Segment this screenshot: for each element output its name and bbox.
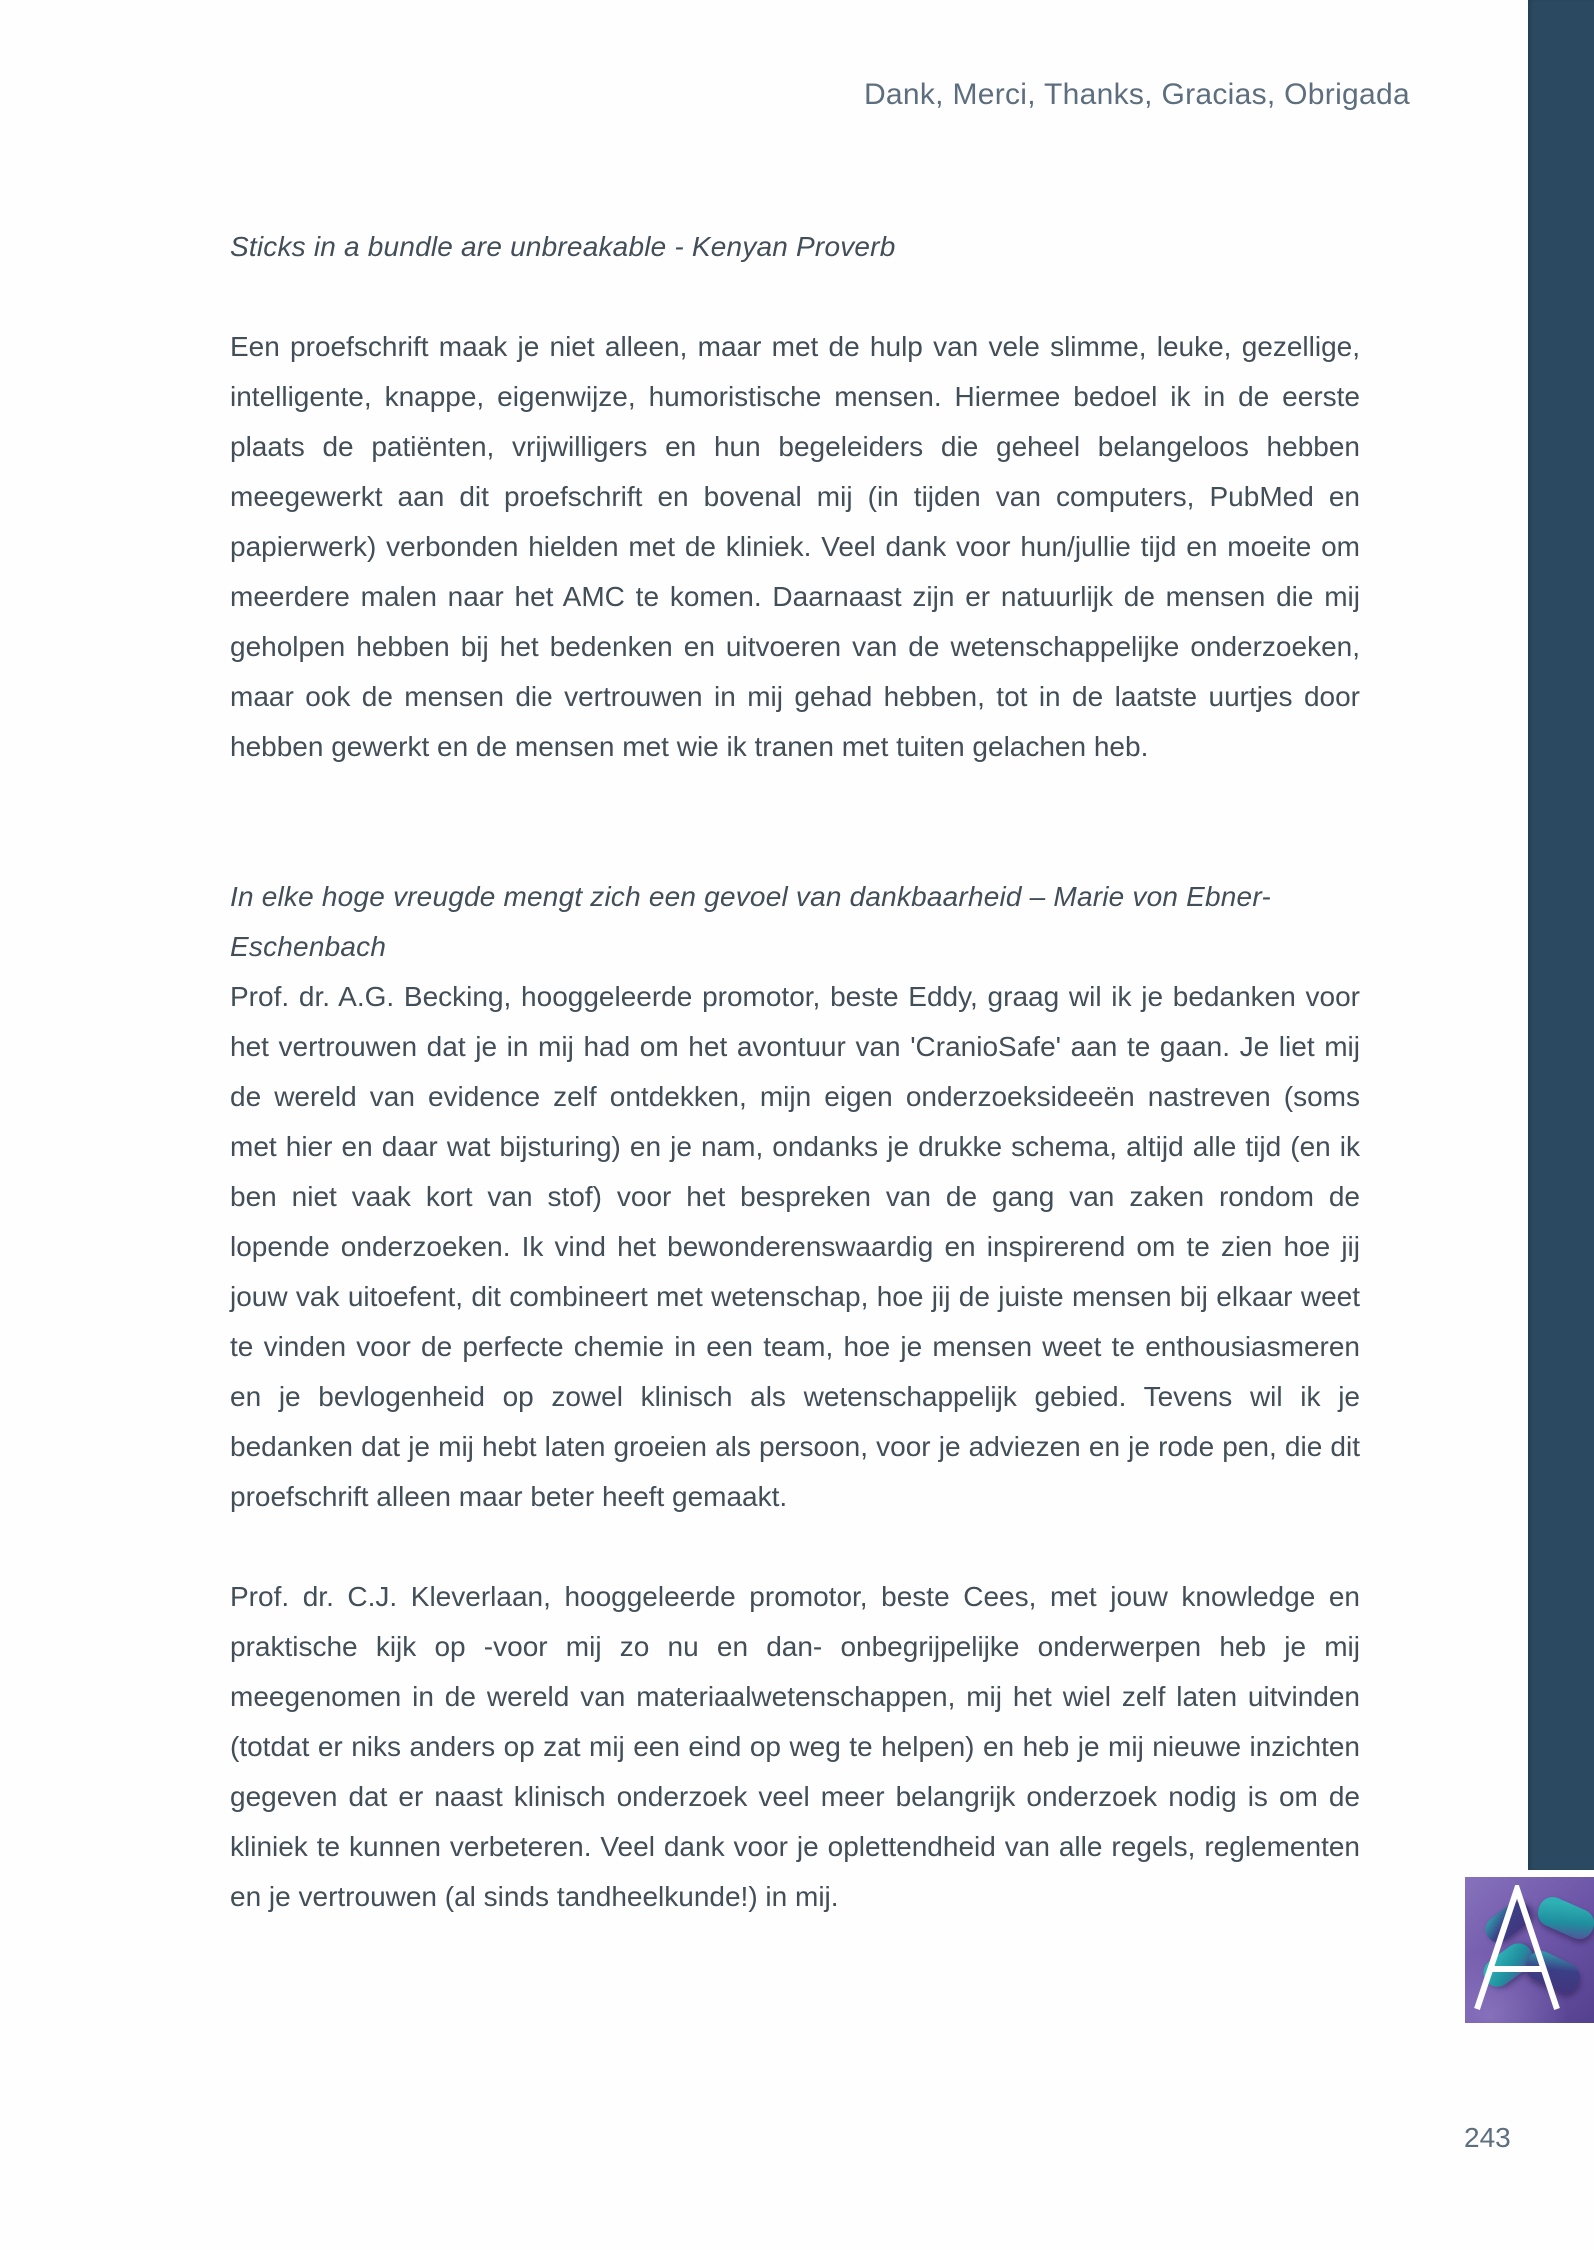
paragraph-promotor-becking: Prof. dr. A.G. Becking, hooggeleerde promotor, beste Eddy, graag wil ik je bedanken voor het vertrouwen dat je in mij had om het avontuur van 'CranioSafe' aan te gaan. Je liet mij de wereld van evidence zelf ontdekken, mijn eigen onderzoeksideeën nastreven (soms met hier en daar wat bijsturing) en je nam, ondanks je drukke schema, altijd alle tijd (en ik ben niet vaak kort van stof) voor het bespreken van de gang van zaken rondom de lopende onderzoeken. Ik vind het bewonderenswaardig en inspirerend om te zien hoe jij jouw vak uitoefent, dit combineert met wetenschap, hoe jij de juiste mensen bij elkaar weet te vinden voor de perfecte chemie in een team, hoe je mensen weet te enthousiasmeren en je bevlogenheid op zowel klinisch als wetenschappelijk gebied. Tevens wil ik je bedanken dat je mij hebt laten groeien als persoon, voor je adviezen en je rode pen, die dit proefschrift alleen maar beter heeft gemaakt. [230, 981, 1360, 1512]
quote-ebner-eschenbach: In elke hoge vreugde mengt zich een gevoel van dankbaarheid – Marie von Ebner-Eschenbach [230, 881, 1271, 962]
paragraph-promotor-kleverlaan: Prof. dr. C.J. Kleverlaan, hooggeleerde promotor, beste Cees, met jouw knowledge en praktische kijk op -voor mij zo nu en dan- onbegrijpelijke onderwerpen heb je mij meegenomen in de wereld van materiaalwetenschappen, mij het wiel zelf laten uitvinden (totdat er niks anders op zat mij een eind op weg te helpen) en heb je mij nieuwe inzichten gegeven dat er naast klinisch onderzoek veel meer belangrijk onderzoek nodig is om de kliniek te kunnen verbeteren. Veel dank voor je oplettendheid van alle regels, reglementen en je vertrouwen (al sinds tandheelkunde!) in mij. [230, 1581, 1360, 1912]
running-header-title: Dank, Merci, Thanks, Gracias, Obrigada [863, 78, 1410, 111]
page-number: 243 [1464, 2122, 1511, 2153]
appendix-thumbnail-image [1465, 1877, 1594, 2023]
letter-a-icon [1465, 1885, 1575, 2011]
text-column [230, 0, 1360, 2250]
paragraph-acknowledgements-intro: Een proefschrift maak je niet alleen, maar met de hulp van vele slimme, leuke, gezellige, intelligente, knappe, eigenwijze, humoristische mensen. Hiermee bedoel ik in de eerste plaats de patiënten, vrijwilligers en hun begeleiders die geheel belangeloos hebben meegewerkt aan dit proefschrift en bovenal mij (in tijden van computers, PubMed en papierwerk) verbonden hielden met de kliniek. Veel dank voor hun/jullie tijd en moeite om meerdere malen naar het AMC te komen. Daarnaast zijn er natuurlijk de mensen die mij geholpen hebben bij het bedenken en uitvoeren van de wetenschappelijke onderzoeken, maar ook de mensen die vertrouwen in mij gehad hebben, tot in de laatste uurtjes door hebben gewerkt en de mensen met wie ik tranen met tuiten gelachen heb. [230, 331, 1360, 762]
quote-kenyan-proverb: Sticks in a bundle are unbreakable - Kenyan Proverb [230, 231, 896, 262]
chapter-accent-bar [1528, 0, 1594, 1870]
